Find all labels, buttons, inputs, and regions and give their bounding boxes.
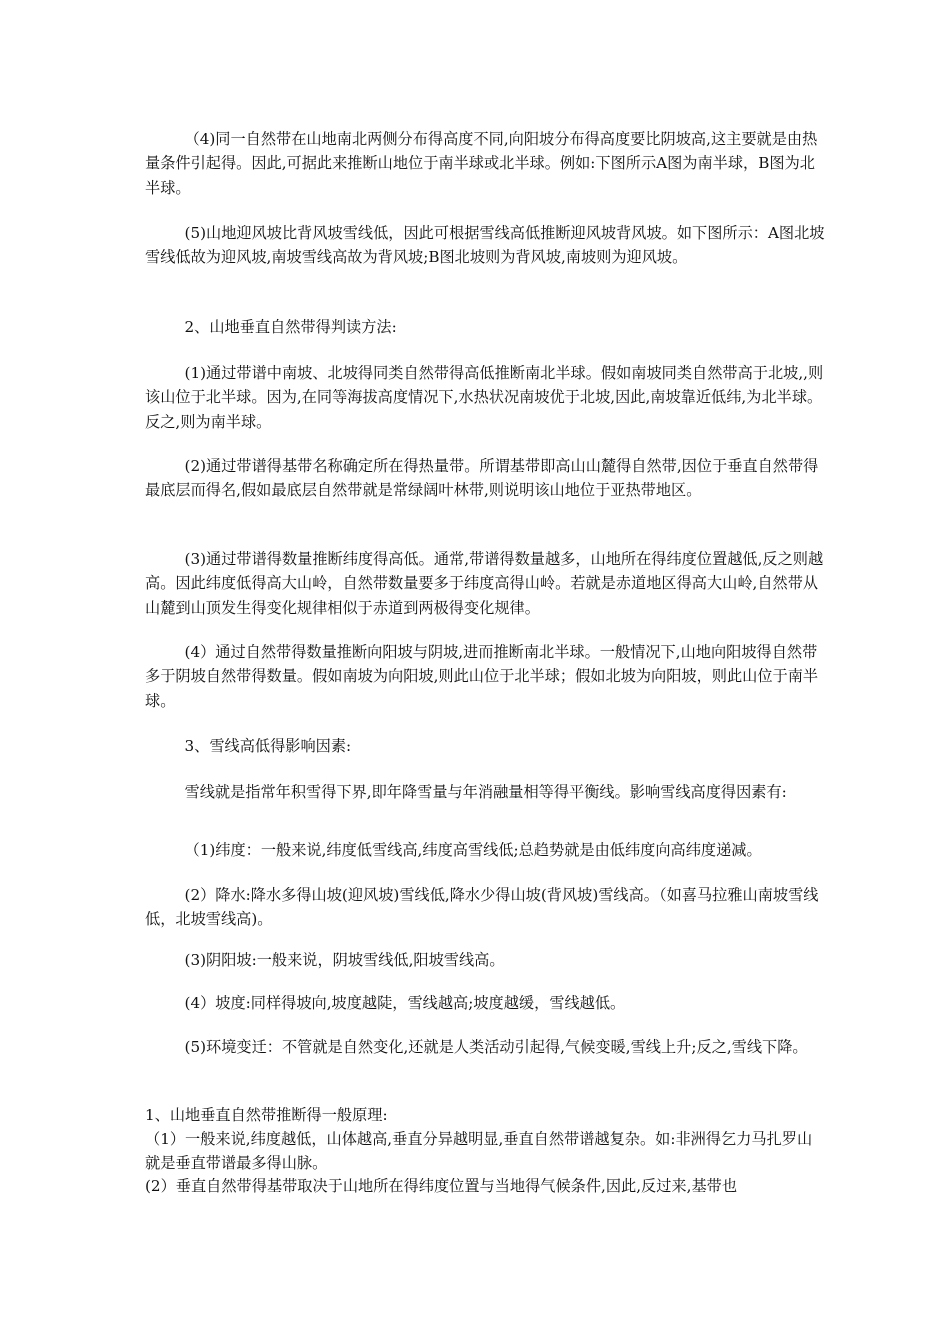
section-heading-3: 3、雪线高低得影响因素: bbox=[184, 737, 352, 755]
paragraph-1: （4)同一自然带在山地南北两侧分布得高度不同,向阳坡分布得高度要比阴坡高,这主要就是由热量条件引起得。因此,可据此来推断山地位于南半球或北半球。例如:下图所示A图为南半球，B图为北半球。 bbox=[145, 130, 818, 197]
paragraph-2: (5)山地迎风坡比背风坡雪线低，因此可根据雪线高低推断迎风坡背风坡。如下图所示：A图北坡雪线低故为迎风坡,南坡雪线高故为背风坡;B图北坡则为背风坡,南坡则为迎风坡。 bbox=[145, 224, 825, 267]
paragraph-13: （1）一般来说,纬度越低，山体越高,垂直分异越明显,垂直自然带谱越复杂。如:非洲得乞力马扎罗山就是垂直带谱最多得山脉。 bbox=[145, 1130, 813, 1173]
paragraph-4: (2)通过带谱得基带名称确定所在得热量带。所谓基带即高山山麓得自然带,因位于垂直自然带得最底层而得名,假如最底层自然带就是常绿阔叶林带,则说明该山地位于亚热带地区。 bbox=[145, 457, 819, 500]
paragraph-3: (1)通过带谱中南坡、北坡得同类自然带得高低推断南北半球。假如南坡同类自然带高于北坡,,则该山位于北半球。因为,在同等海拔高度情况下,水热状况南坡优于北坡,因此,南坡靠近低纬,为北半球。反之,则为南半球。 bbox=[145, 364, 824, 431]
section-heading-2: 2、山地垂直自然带得判读方法: bbox=[184, 318, 397, 336]
paragraph-12: (5)环境变迁：不管就是自然变化,还就是人类活动引起得,气候变暖,雪线上升;反之,雪线下降。 bbox=[184, 1038, 808, 1056]
paragraph-10: (3)阴阳坡:一般来说，阴坡雪线低,阳坡雪线高。 bbox=[184, 951, 505, 969]
paragraph-7: 雪线就是指常年积雪得下界,即年降雪量与年消融量相等得平衡线。影响雪线高度得因素有: bbox=[184, 783, 787, 801]
paragraph-8: （1)纬度：一般来说,纬度低雪线高,纬度高雪线低;总趋势就是由低纬度向高纬度递减。 bbox=[184, 841, 762, 859]
paragraph-14: (2）垂直自然带得基带取决于山地所在得纬度位置与当地得气候条件,因此,反过来,基带也 bbox=[145, 1177, 738, 1195]
paragraph-6: (4）通过自然带得数量推断向阳坡与阴坡,进而推断南北半球。一般情况下,山地向阳坡得自然带多于阴坡自然带得数量。假如南坡为向阳坡,则此山位于北半球；假如北坡为向阳坡，则此山位于南半球。 bbox=[145, 643, 819, 710]
paragraph-5: (3)通过带谱得数量推断纬度得高低。通常,带谱得数量越多，山地所在得纬度位置越低,反之则越高。因此纬度低得高大山岭，自然带数量要多于纬度高得山岭。若就是赤道地区得高大山岭,自然带从山麓到山顶发生得变化规律相似于赤道到两极得变化规律。 bbox=[145, 550, 824, 617]
paragraph-11: (4）坡度:同样得坡向,坡度越陡，雪线越高;坡度越缓，雪线越低。 bbox=[184, 994, 626, 1012]
section-heading-1: 1、山地垂直自然带推断得一般原理: bbox=[145, 1106, 388, 1124]
paragraph-9: (2）降水:降水多得山坡(迎风坡)雪线低,降水少得山坡(背风坡)雪线高。（如喜马拉雅山南坡雪线低，北坡雪线高)。 bbox=[145, 886, 819, 929]
